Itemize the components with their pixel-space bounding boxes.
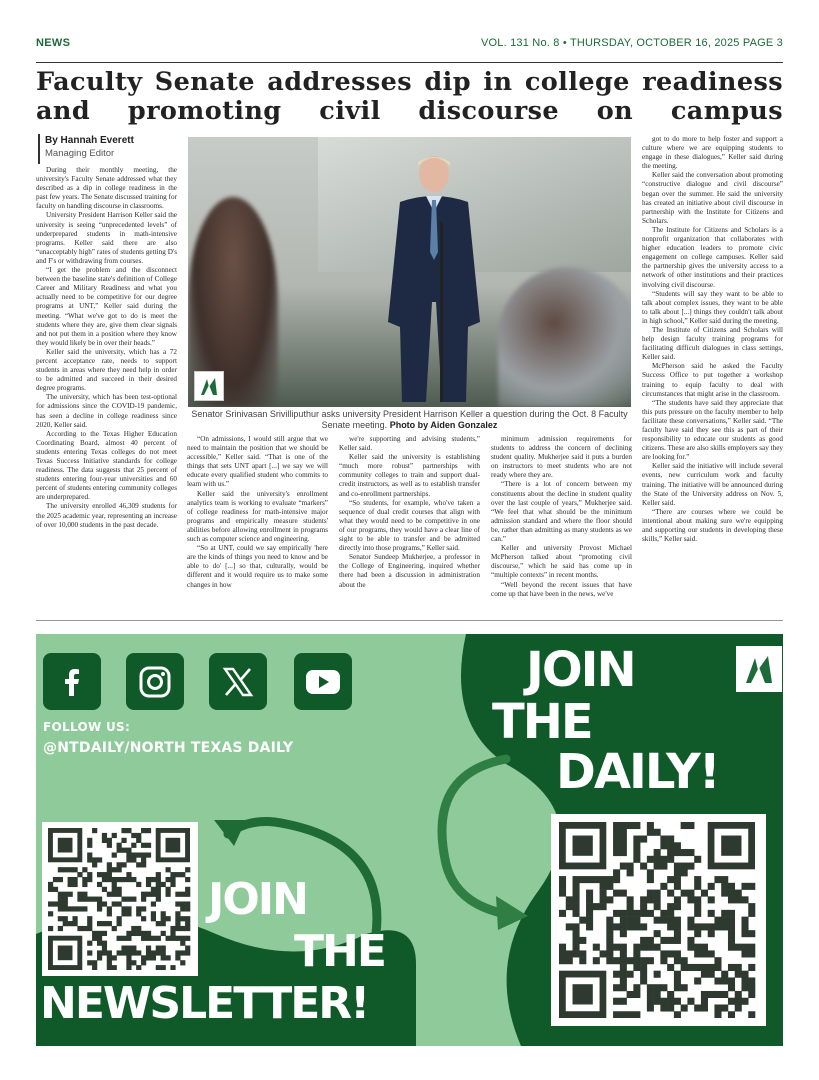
article-photo — [188, 137, 631, 407]
audience-member-right — [498, 267, 631, 407]
article-column-2 — [187, 435, 328, 615]
facebook-icon — [57, 667, 87, 697]
join-daily-line1: JOIN — [526, 642, 635, 698]
daily-qr-code[interactable] — [551, 814, 766, 1026]
x-icon — [222, 666, 254, 698]
qr-code-icon — [48, 828, 192, 970]
article-column-5 — [642, 135, 783, 615]
author-name: By Hannah Everett — [45, 135, 134, 146]
article-column-1 — [36, 166, 177, 614]
article-column-4 — [491, 435, 632, 615]
article-paragraph: The Institute of Citizens and Scholars will help design faculty training programs for facilitating difficult dialogues in class settings, Keller said. — [642, 325, 783, 362]
article-paragraph: Keller said the university's enrollment analytics team is working to evaluate “markers” of college readiness for math-intensive major programs and empirically measure students' abilities before allowing enrollment in programs such as computer science and engineering. — [187, 489, 328, 544]
instagram-button[interactable] — [126, 653, 184, 710]
youtube-icon — [305, 669, 341, 695]
section-label: NEWS — [36, 37, 71, 49]
article-paragraph: we're supporting and advising students,” Keller said. — [339, 435, 480, 453]
article-paragraph: “Students will say they want to be able to talk about complex issues, they want to be able to talk about [...] things they couldn't talk about in high school,” Keller said during the meeting. — [642, 289, 783, 325]
article-paragraph: The university, which has been test-optional for admissions since the COVID-19 pandemic, has seen a decline in college readiness since 2020, Keller said. — [36, 393, 177, 429]
article-paragraph: Senator Sundeep Mukherjee, a professor in the College of Engineering, inquired whether there had been a discussion in administration about the — [339, 553, 480, 589]
join-newsletter-line2: THE — [294, 926, 385, 977]
qr-code-icon — [559, 822, 758, 1018]
article-paragraph: The university enrolled 46,309 students for the 2025 academic year, representing an increase of over 10,000 students in the past decade. — [36, 502, 177, 529]
photo-credit: Photo by Aiden Gonzalez — [389, 420, 498, 430]
x-button[interactable] — [209, 653, 267, 710]
article-paragraph: got to do more to help foster and support a culture where we are equipping students to engage in these dialogues,” Keller said during the meeting. — [642, 135, 783, 171]
youtube-button[interactable] — [294, 653, 352, 710]
page-header — [36, 36, 783, 52]
join-newsletter-line1: JOIN — [208, 874, 307, 925]
instagram-icon — [138, 665, 172, 699]
article-paragraph: The Institute for Citizens and Scholars is a nonprofit organization that collaborates with higher education leaders to promote civic engagement on college campuses. Keller said the partnership gives the university access to a network of other institutions and their practices involving civil discourse. — [642, 225, 783, 289]
article-paragraph: “On admissions, I would still argue that we need to maintain the position that we should be accessible,” Keller said. “That is one of the things that sets UNT apart [...] we say we will educate every qualified student who commits to learn with us.” — [187, 435, 328, 489]
join-daily-line3: DAILY! — [556, 744, 719, 800]
header-rule — [36, 62, 783, 63]
ntdaily-logo-icon — [736, 646, 782, 692]
article-paragraph: “So at UNT, could we say empirically 'here are the kinds of things you need to know and be able to do' [...] so that, culturally, would be different and it would require us to make some changes in how — [187, 544, 328, 589]
article-paragraph: “I get the problem and the disconnect between the baseline state's definition of College Career and Military Readiness and what you actually need to be competitive for our degree programs at UNT,” Keller said during the meeting. “What we've got to do is meet the students where they are, give them clear signals and not put them in a position where they know they would likely be in over their heads.” — [36, 266, 177, 347]
article-paragraph: “There is a lot of concern between my constituents about the decline in student quality over the last couple of years,” Mukherjee said. “We feel that what should be the minimum admission standard and where the floor should be, rather than admitting as many students as we can.” — [491, 480, 632, 544]
photo-caption — [188, 409, 631, 431]
author-role: Managing Editor — [45, 148, 115, 159]
article-paragraph: “Well beyond the recent issues that have come up that have been in the news, we've — [491, 580, 632, 598]
ntdaily-logo-icon — [194, 371, 224, 401]
article-paragraph: Keller and university Provost Michael McPherson talked about “promoting civil discourse,” which he said has come up in “multiple contexts” in recent months. — [491, 544, 632, 580]
article-paragraph: “There are courses where we could be intentional about making sure we're equipping and supporting our students in developing these skills,” Keller said. — [642, 507, 783, 544]
article-paragraph: Keller said the initiative will include several events, new curriculum work and faculty training. The initiative will be announced during the State of the University address on Nov. 5, Keller said. — [642, 462, 783, 507]
article-paragraph: During their monthly meeting, the university's Faculty Senate addressed what they described as a dip in college readiness in the past few years. The Senate discussed training for faculty on handling discourse in classrooms. — [36, 166, 177, 211]
article-paragraph: minimum admission requirements for students to address the concern of declining student quality. Mukherjee said it puts a burden on instructors to meet students who are not ready where they are. — [491, 435, 632, 480]
article-paragraph: Keller said the university is establishing “much more robust” partnerships with community colleges to train and support dual-credit instructors, as well as to establish transfer and co-enrollment partnerships. — [339, 453, 480, 498]
speaker-figure — [380, 152, 488, 407]
article-paragraph: “So students, for example, who've taken a sequence of dual credit courses that align with what they would need to be competitive in one of our programs, they would have a clear line of sight to be able to transfer and be admitted directly into those programs,” Keller said. — [339, 498, 480, 553]
facebook-button[interactable] — [43, 653, 101, 710]
promo-banner — [36, 634, 783, 1046]
article-paragraph: University President Harrison Keller said the university is seeing “unprecedented levels” of underprepared students in math-intensive programs. Keller said there are also “unacceptably high” rates of students getting D's and F's or withdrawing from courses. — [36, 211, 177, 265]
newsletter-qr-code[interactable] — [42, 822, 198, 976]
headline: Faculty Senate addresses dip in college readiness and promoting civil discourse on campus — [36, 67, 783, 126]
caption-text: Senator Srinivasan Srivilliputhur asks university President Harrison Keller a question during the Oct. 8 Faculty Senate meeting. — [191, 409, 628, 430]
article-paragraph: According to the Texas Higher Education Coordinating Board, almost 40 percent of students entering Texas colleges do not meet Texas Success Initiative standards for college readiness. The data suggests that 25 percent of students entering four-year universities and 60 percent of students entering community colleges are underprepared. — [36, 429, 177, 502]
section-divider — [36, 620, 783, 621]
article-paragraph: Keller said the university, which has a 72 percent acceptance rate, needs to support students in areas where they need help in order to be admitted and succeed in their desired degree programs. — [36, 347, 177, 393]
byline — [38, 134, 178, 164]
article-paragraph: “The students have said they appreciate that this puts pressure on the faculty member to help facilitate these conversations,” Keller said. “The faculty have said they see this as part of their responsibility to educate our students as good citizens. These are also skills employers say they are looking for.” — [642, 398, 783, 462]
issue-info: VOL. 131 No. 8 • THURSDAY, OCTOBER 16, 2025 PAGE 3 — [480, 37, 783, 49]
article-paragraph: McPherson said he asked the Faculty Success Office to put together a workshop training to equip faculty to deal with circumstances that might arise in the classroom. — [642, 362, 783, 398]
social-handle[interactable]: @NTDAILY/NORTH TEXAS DAILY — [43, 740, 294, 756]
article-paragraph: Keller said the conversation about promoting “constructive dialogue and civil discourse” began over the summer. He said the university has created an initiative about civil discourse in partnership with the Institute for Citizens and Scholars. — [642, 171, 783, 225]
join-newsletter-line3: NEWSLETTER! — [40, 978, 369, 1029]
join-daily-line2: THE — [492, 694, 592, 750]
follow-us-label: FOLLOW US: — [43, 720, 131, 734]
article-column-3 — [339, 435, 480, 615]
